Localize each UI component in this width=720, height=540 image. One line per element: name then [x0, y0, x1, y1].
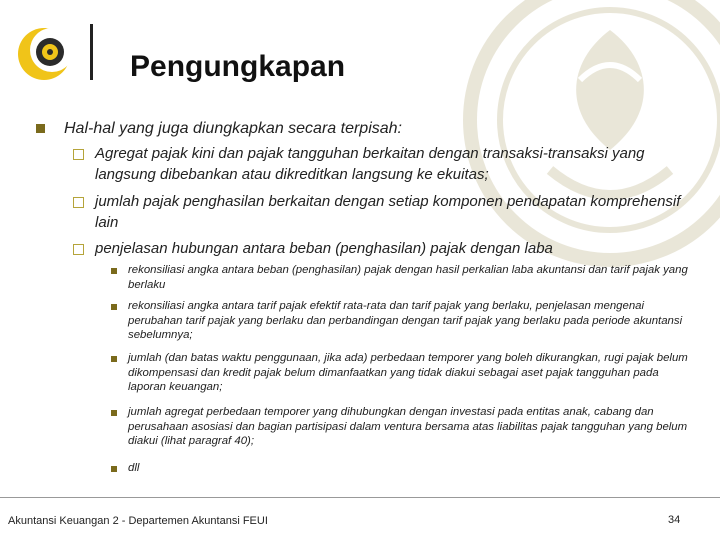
title-divider [90, 24, 93, 80]
bullet-square [36, 124, 45, 133]
sub-bullet-square [111, 268, 117, 274]
checkbox-bullet-icon [73, 244, 84, 255]
sub-list-item: jumlah agregat perbedaan temporer yang dihubungkan dengan investasi pada entitas anak, cabang dan perusahaan asosiasi dan bagian partisipasi dalam ventura bersama atas liabilitas pajak tangguhan yang belum diakui (lihat paragraf 40); [128, 406, 688, 448]
sub-list-item: rekonsiliasi angka antara tarif pajak efektif rata-rata dan tarif pajak yang berlaku, penjelasan mengenai perubahan tarif pajak yang berlaku dan perbandingan dengan tarif pajak yang berlaku pada periode akuntansi sebelumnya; [128, 300, 683, 342]
sub-bullet-square [111, 356, 117, 362]
sub-bullet-square [111, 466, 117, 472]
list-item: jumlah pajak penghasilan berkaitan dengan setiap komponen pendapatan komprehensif lain [95, 193, 681, 231]
sub-bullet-square [111, 410, 117, 416]
page-title: Pengungkapan [130, 50, 346, 83]
checkbox-bullet-icon [73, 149, 84, 160]
list-item: penjelasan hubungan antara beban (penghasilan) pajak dengan laba [95, 240, 553, 257]
checkbox-bullet-icon [73, 197, 84, 208]
sub-list-item: jumlah (dan batas waktu penggunaan, jika ada) perbedaan temporer yang boleh dikurangkan, rugi pajak belum dikompensasi dan kredit pajak belum dimanfaatkan yang tidak diakui sebagai aset pajak tangguhan pada laporan keuangan; [128, 352, 688, 394]
footer-text: Akuntansi Keuangan 2 - Departemen Akuntansi FEUI [8, 515, 268, 527]
university-logo-icon [14, 22, 78, 86]
list-item: Agregat pajak kini dan pajak tangguhan berkaitan dengan transaksi-transaksi yang langsung dibebankan atau dikreditkan langsung ke ekuitas; [95, 145, 645, 183]
sub-list-item: rekonsiliasi angka antara beban (penghasilan) pajak dengan hasil perkalian laba akuntansi dan tarif pajak yang berlaku [128, 264, 688, 291]
footer-divider [0, 497, 720, 498]
page-number: 34 [668, 514, 681, 526]
sub-bullet-square [111, 304, 117, 310]
sub-list-item: dll [128, 462, 140, 474]
intro-text: Hal-hal yang juga diungkapkan secara terpisah: [64, 120, 402, 137]
